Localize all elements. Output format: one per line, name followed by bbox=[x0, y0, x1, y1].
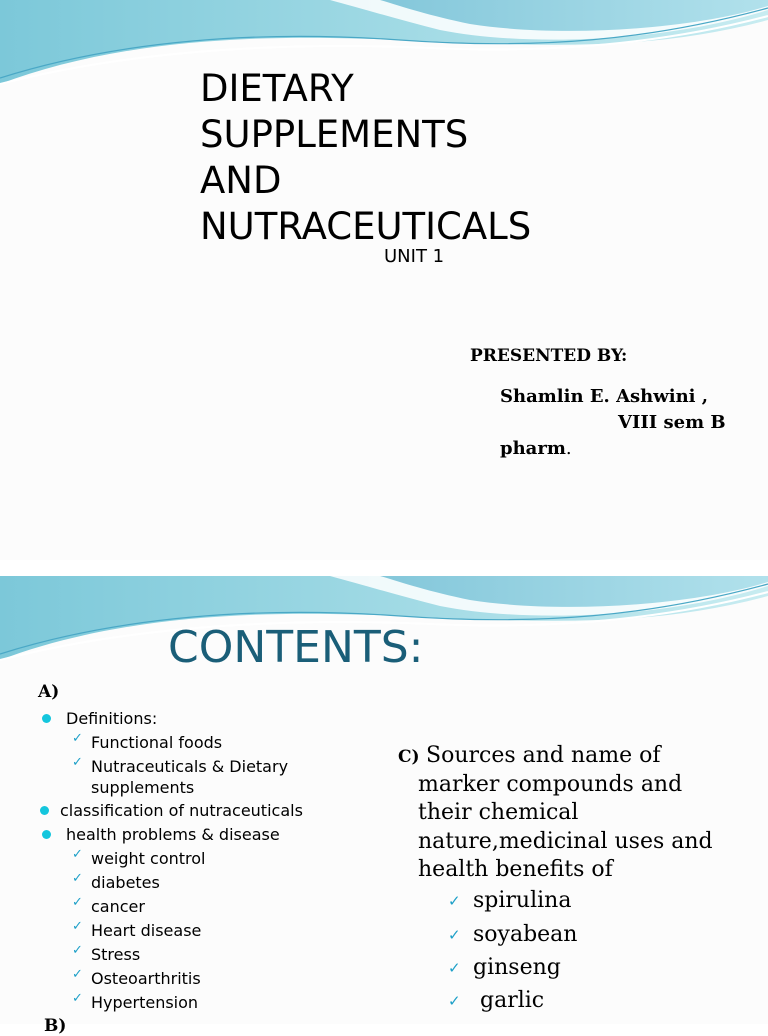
section-c-letter: C) bbox=[398, 747, 420, 767]
item-label: classification of nutraceuticals bbox=[60, 801, 303, 820]
presented-by-label: PRESENTED BY: bbox=[470, 346, 628, 366]
title-line: NUTRACEUTICALS bbox=[200, 205, 532, 248]
checkmark-icon: ✓ bbox=[72, 943, 83, 958]
bullet-icon bbox=[40, 806, 49, 815]
list-item: soyabean bbox=[473, 922, 578, 947]
contents-slide bbox=[0, 576, 768, 1036]
list-item: ginseng bbox=[473, 955, 561, 980]
author-semester: VIII sem B bbox=[618, 412, 726, 433]
checkmark-icon: ✓ bbox=[448, 892, 461, 910]
checkmark-icon: ✓ bbox=[448, 992, 461, 1010]
unit-label: UNIT 1 bbox=[384, 246, 445, 267]
title-line: AND bbox=[200, 159, 282, 202]
list-item: cancer bbox=[91, 897, 145, 916]
list-item: Heart disease bbox=[91, 921, 202, 940]
checkmark-icon: ✓ bbox=[448, 926, 461, 944]
slide-separator bbox=[0, 560, 768, 576]
author-block bbox=[500, 384, 768, 462]
author-tail: . bbox=[565, 438, 572, 459]
checkmark-icon: ✓ bbox=[72, 731, 83, 746]
item-label: health problems & disease bbox=[66, 825, 280, 844]
bullet-icon bbox=[42, 830, 51, 839]
list-item: spirulina bbox=[473, 888, 572, 913]
list-item: weight control bbox=[91, 849, 206, 868]
slide-title bbox=[200, 66, 531, 250]
title-line: SUPPLEMENTS bbox=[200, 113, 469, 156]
item-label: Definitions: bbox=[66, 709, 158, 728]
checkmark-icon: ✓ bbox=[72, 871, 83, 886]
section-b-label: B) bbox=[44, 1016, 67, 1036]
checkmark-icon: ✓ bbox=[72, 847, 83, 862]
checkmark-icon: ✓ bbox=[448, 959, 461, 977]
contents-title: CONTENTS: bbox=[168, 622, 424, 673]
item-label-cont: supplements bbox=[91, 778, 195, 797]
checkmark-icon: ✓ bbox=[72, 755, 83, 770]
list-item: Osteoarthritis bbox=[91, 969, 201, 988]
section-a-label: A) bbox=[38, 682, 60, 702]
item-label: Nutraceuticals & Dietary bbox=[91, 757, 289, 776]
list-item: Stress bbox=[91, 945, 141, 964]
checkmark-icon: ✓ bbox=[72, 919, 83, 934]
list-item: garlic bbox=[473, 988, 545, 1013]
list-item: Functional foods bbox=[91, 733, 223, 752]
bullet-icon bbox=[42, 714, 51, 723]
author-course: pharm bbox=[500, 438, 566, 459]
list-item bbox=[66, 709, 157, 728]
list-item: Hypertension bbox=[91, 993, 199, 1012]
author-name: Shamlin E. Ashwini , bbox=[500, 386, 709, 407]
checkmark-icon: ✓ bbox=[72, 991, 83, 1006]
section-c-text: Sources and name of marker compounds and their chemical nature,medicinal uses and health benefits of bbox=[418, 743, 713, 882]
list-item: diabetes bbox=[91, 873, 160, 892]
checkmark-icon: ✓ bbox=[72, 895, 83, 910]
list-item bbox=[66, 825, 280, 844]
title-line: DIETARY bbox=[200, 67, 354, 110]
list-item bbox=[60, 801, 303, 820]
checkmark-icon: ✓ bbox=[72, 967, 83, 982]
list-item bbox=[91, 756, 331, 798]
